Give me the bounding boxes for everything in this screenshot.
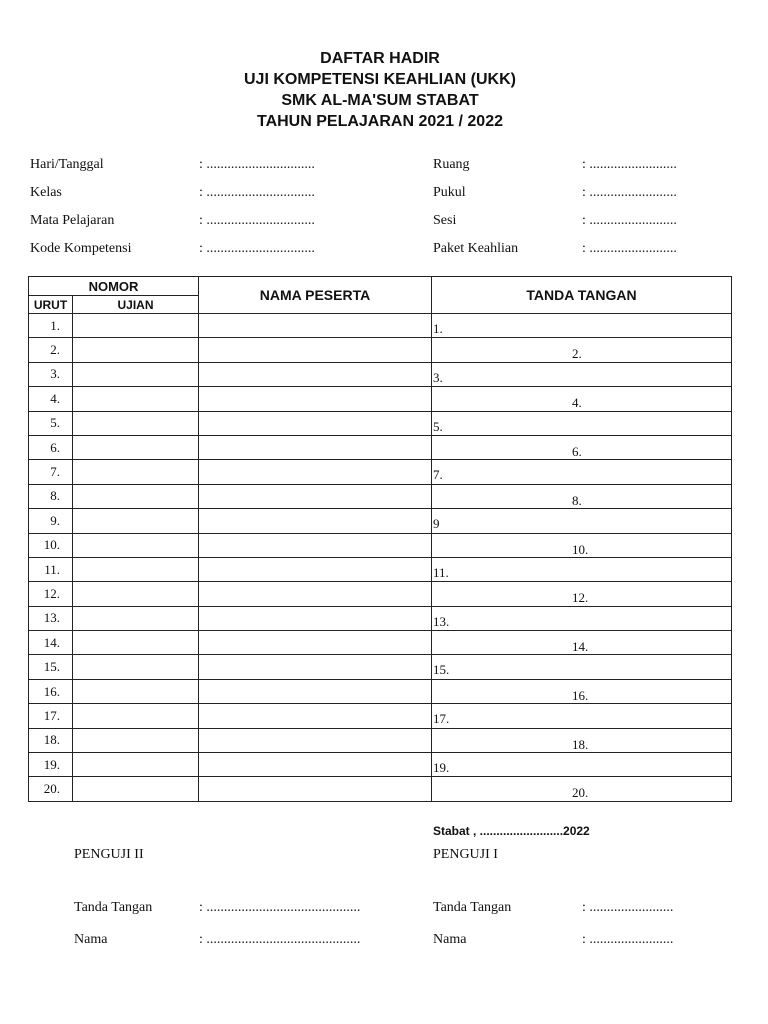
- signature-number: 2.: [572, 346, 582, 362]
- table-row: [29, 679, 732, 703]
- row-number: 16.: [29, 679, 73, 703]
- exam-number-cell[interactable]: [73, 631, 199, 655]
- exam-number-cell[interactable]: [73, 704, 199, 728]
- header-nomor: NOMOR: [29, 277, 199, 296]
- participant-name-cell[interactable]: [199, 533, 432, 557]
- table-row: [29, 314, 732, 338]
- signature-cell[interactable]: [432, 362, 732, 386]
- signature-cell[interactable]: [432, 338, 732, 362]
- penguji-2-name-label: Nama: [74, 932, 108, 947]
- row-number: 12.: [29, 582, 73, 606]
- signature-number: 3.: [433, 369, 443, 385]
- signature-number: 9: [433, 516, 440, 532]
- participant-name-cell[interactable]: [199, 435, 432, 459]
- signature-number: 8.: [572, 492, 582, 508]
- info-value[interactable]: : ...............................: [199, 241, 315, 256]
- table-row: [29, 631, 732, 655]
- penguji-1-name-label: Nama: [433, 932, 467, 947]
- table-row: [29, 777, 732, 801]
- signature-cell[interactable]: [432, 387, 732, 411]
- row-number: 11.: [29, 557, 73, 581]
- participant-name-cell[interactable]: [199, 704, 432, 728]
- row-number: 18.: [29, 728, 73, 752]
- participant-name-cell[interactable]: [199, 557, 432, 581]
- exam-number-cell[interactable]: [73, 606, 199, 630]
- signature-cell[interactable]: [432, 314, 732, 338]
- exam-number-cell[interactable]: [73, 387, 199, 411]
- exam-number-cell[interactable]: [73, 582, 199, 606]
- title-line-4: TAHUN PELAJARAN 2021 / 2022: [256, 113, 503, 130]
- table-row: [29, 704, 732, 728]
- participant-name-cell[interactable]: [199, 362, 432, 386]
- info-value[interactable]: : .........................: [582, 157, 677, 172]
- signature-number: 19.: [433, 760, 450, 776]
- participant-name-cell[interactable]: [199, 631, 432, 655]
- row-number: 3.: [29, 362, 73, 386]
- participant-name-cell[interactable]: [199, 387, 432, 411]
- signature-cell[interactable]: [432, 533, 732, 557]
- info-value[interactable]: : ...............................: [199, 213, 315, 228]
- info-value[interactable]: : .........................: [582, 213, 677, 228]
- info-label: Sesi: [433, 213, 457, 228]
- attendance-table: [28, 276, 732, 802]
- table-row: [29, 338, 732, 362]
- exam-number-cell[interactable]: [73, 460, 199, 484]
- penguji-2-sign-field[interactable]: : ............................................: [199, 900, 361, 915]
- table-row: [29, 387, 732, 411]
- title-line-3: SMK AL-MA'SUM STABAT: [281, 92, 479, 109]
- signature-cell[interactable]: [432, 460, 732, 484]
- exam-number-cell[interactable]: [73, 753, 199, 777]
- signature-number: 4.: [572, 395, 582, 411]
- signature-number: 12.: [572, 590, 589, 606]
- table-row: [29, 557, 732, 581]
- place-date: Stabat , .........................2022: [433, 824, 590, 838]
- participant-name-cell[interactable]: [199, 777, 432, 801]
- exam-number-cell[interactable]: [73, 338, 199, 362]
- signature-number: 6.: [572, 443, 582, 459]
- participant-name-cell[interactable]: [199, 728, 432, 752]
- penguji-2-label: PENGUJI II: [74, 847, 144, 862]
- table-row: [29, 655, 732, 679]
- row-number: 1.: [29, 314, 73, 338]
- signature-number: 11.: [433, 564, 449, 580]
- exam-number-cell[interactable]: [73, 362, 199, 386]
- header-ujian: UJIAN: [73, 296, 199, 314]
- row-number: 4.: [29, 387, 73, 411]
- signature-number: 13.: [433, 613, 450, 629]
- signature-number: 1.: [433, 321, 443, 336]
- exam-number-cell[interactable]: [73, 484, 199, 508]
- title-line-1: DAFTAR HADIR: [320, 50, 440, 67]
- info-value[interactable]: : .........................: [582, 241, 677, 256]
- document-title: [0, 48, 760, 132]
- row-number: 13.: [29, 606, 73, 630]
- signature-number: 16.: [572, 687, 589, 703]
- signature-cell[interactable]: [432, 728, 732, 752]
- info-label: Kode Kompetensi: [30, 241, 132, 256]
- exam-number-cell[interactable]: [73, 509, 199, 533]
- info-value[interactable]: : ...............................: [199, 185, 315, 200]
- header-tanda-tangan: TANDA TANGAN: [432, 277, 732, 314]
- participant-name-cell[interactable]: [199, 484, 432, 508]
- row-number: 15.: [29, 655, 73, 679]
- table-row: [29, 582, 732, 606]
- signature-cell[interactable]: [432, 606, 732, 630]
- row-number: 6.: [29, 435, 73, 459]
- exam-number-cell[interactable]: [73, 557, 199, 581]
- participant-name-cell[interactable]: [199, 509, 432, 533]
- signature-cell[interactable]: [432, 411, 732, 435]
- signature-number: 17.: [433, 711, 450, 727]
- exam-number-cell[interactable]: [73, 435, 199, 459]
- signature-cell[interactable]: [432, 679, 732, 703]
- row-number: 2.: [29, 338, 73, 362]
- row-number: 9.: [29, 509, 73, 533]
- signature-number: 15.: [433, 662, 450, 678]
- exam-number-cell[interactable]: [73, 533, 199, 557]
- row-number: 8.: [29, 484, 73, 508]
- exam-number-cell[interactable]: [73, 314, 199, 338]
- info-label: Pukul: [433, 185, 466, 200]
- table-row: [29, 509, 732, 533]
- title-line-2: UJI KOMPETENSI KEAHLIAN (UKK): [243, 71, 516, 88]
- exam-number-cell[interactable]: [73, 777, 199, 801]
- table-row: [29, 728, 732, 752]
- info-label: Mata Pelajaran: [30, 213, 115, 228]
- signature-cell[interactable]: [432, 484, 732, 508]
- exam-number-cell[interactable]: [73, 655, 199, 679]
- participant-name-cell[interactable]: [199, 606, 432, 630]
- table-row: [29, 435, 732, 459]
- exam-number-cell[interactable]: [73, 728, 199, 752]
- row-number: 17.: [29, 704, 73, 728]
- penguji-2-sign-label: Tanda Tangan: [74, 900, 153, 915]
- signature-number: 10.: [572, 541, 589, 557]
- header-urut: URUT: [29, 296, 73, 314]
- table-row: [29, 460, 732, 484]
- table-row: [29, 753, 732, 777]
- participant-name-cell[interactable]: [199, 679, 432, 703]
- penguji-2-name-field[interactable]: : ............................................: [199, 932, 361, 947]
- table-row: [29, 411, 732, 435]
- info-value[interactable]: : ...............................: [199, 157, 315, 172]
- signature-cell[interactable]: [432, 655, 732, 679]
- signature-number: 14.: [572, 639, 589, 655]
- signature-cell[interactable]: [432, 631, 732, 655]
- penguji-1-label: PENGUJI I: [433, 847, 498, 862]
- exam-number-cell[interactable]: [73, 679, 199, 703]
- signature-cell[interactable]: [432, 435, 732, 459]
- table-row: [29, 362, 732, 386]
- row-number: 20.: [29, 777, 73, 801]
- participant-name-cell[interactable]: [199, 411, 432, 435]
- signature-cell[interactable]: [432, 777, 732, 801]
- table-row: [29, 606, 732, 630]
- header-nama-peserta: NAMA PESERTA: [199, 277, 432, 314]
- penguji-1-name-field[interactable]: : ........................: [582, 932, 674, 947]
- signature-cell[interactable]: [432, 509, 732, 533]
- signature-cell[interactable]: [432, 557, 732, 581]
- participant-name-cell[interactable]: [199, 460, 432, 484]
- attendance-rows: [29, 314, 732, 802]
- table-row: [29, 484, 732, 508]
- info-value[interactable]: : .........................: [582, 185, 677, 200]
- penguji-1-sign-field[interactable]: : ........................: [582, 900, 674, 915]
- signature-number: 18.: [572, 736, 589, 752]
- row-number: 5.: [29, 411, 73, 435]
- participant-name-cell[interactable]: [199, 338, 432, 362]
- participant-name-cell[interactable]: [199, 582, 432, 606]
- exam-number-cell[interactable]: [73, 411, 199, 435]
- penguji-1-sign-label: Tanda Tangan: [433, 900, 512, 915]
- signature-cell[interactable]: [432, 582, 732, 606]
- signature-number: 7.: [433, 467, 443, 483]
- participant-name-cell[interactable]: [199, 655, 432, 679]
- info-label: Paket Keahlian: [433, 241, 519, 256]
- info-label: Kelas: [30, 185, 62, 200]
- signature-number: 20.: [572, 785, 589, 801]
- signature-cell[interactable]: [432, 704, 732, 728]
- row-number: 19.: [29, 753, 73, 777]
- row-number: 10.: [29, 533, 73, 557]
- participant-name-cell[interactable]: [199, 753, 432, 777]
- row-number: 14.: [29, 631, 73, 655]
- signature-number: 5.: [433, 418, 443, 434]
- participant-name-cell[interactable]: [199, 314, 432, 338]
- info-label: Ruang: [433, 157, 470, 172]
- info-label: Hari/Tanggal: [30, 157, 104, 172]
- row-number: 7.: [29, 460, 73, 484]
- table-row: [29, 533, 732, 557]
- signature-cell[interactable]: [432, 753, 732, 777]
